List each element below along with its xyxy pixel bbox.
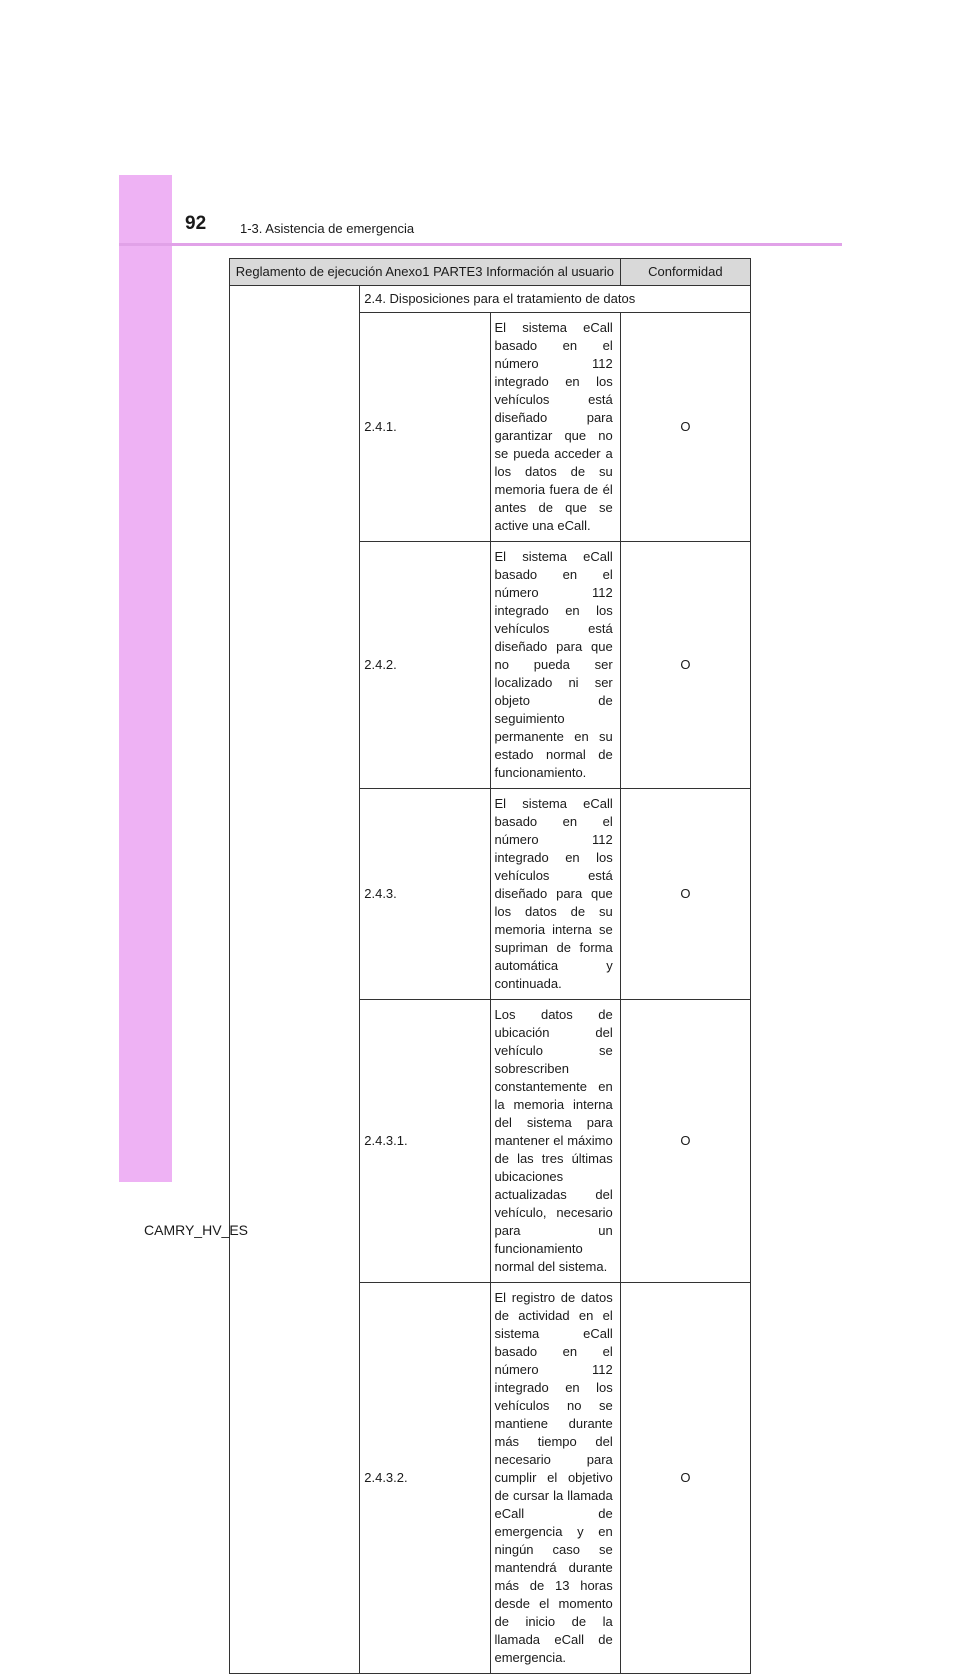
row-text: El sistema eCall basado en el número 112 integrado en los vehículos está diseñado para que los datos de su memoria interna se supriman de forma automática y continuada. bbox=[490, 789, 620, 1000]
regulation-table bbox=[229, 258, 751, 1674]
row-number: 2.4.3.2. bbox=[360, 1283, 490, 1674]
row-number: 2.4.1. bbox=[360, 313, 490, 542]
row-text: El registro de datos de actividad en el sistema eCall basado en el número 112 integrado en los vehículos no se mantiene durante más tiempo del necesario para cumplir el objetivo de cursar la llamada eCall de emergencia y en ningún caso se mantendrá durante más de 13 horas desde el momento de inicio de la llamada eCall de emergencia. bbox=[490, 1283, 620, 1674]
row-conformity: O bbox=[620, 1000, 750, 1283]
column-header-regulation: Reglamento de ejecución Anexo1 PARTE3 Información al usuario bbox=[230, 259, 621, 286]
side-color-band bbox=[119, 175, 172, 1182]
row-conformity: O bbox=[620, 1283, 750, 1674]
table-header-row bbox=[230, 259, 751, 286]
header-divider bbox=[119, 243, 842, 246]
page-number: 92 bbox=[185, 213, 207, 234]
section-title: 1-3. Asistencia de emergencia bbox=[240, 221, 415, 236]
section-heading-row bbox=[230, 286, 751, 313]
row-number: 2.4.3. bbox=[360, 789, 490, 1000]
row-text: El sistema eCall basado en el número 112 integrado en los vehículos está diseñado para garantizar que no se pueda acceder a los datos de su memoria fuera de él antes de que se active una eCall. bbox=[490, 313, 620, 542]
indent-cell bbox=[230, 286, 360, 1674]
document-code: CAMRY_HV_ES bbox=[144, 1222, 249, 1238]
row-conformity: O bbox=[620, 542, 750, 789]
row-conformity: O bbox=[620, 789, 750, 1000]
section-heading: 2.4. Disposiciones para el tratamiento de datos bbox=[360, 286, 751, 313]
row-conformity: O bbox=[620, 313, 750, 542]
row-text: El sistema eCall basado en el número 112 integrado en los vehículos está diseñado para que no pueda ser localizado ni ser objeto de seguimiento permanente en su estado normal de funcionamiento. bbox=[490, 542, 620, 789]
row-text: Los datos de ubicación del vehículo se sobrescriben constantemente en la memoria interna del sistema para mantener el máximo de las tres últimas ubicaciones actualizadas del vehículo, necesario para un funcionamiento normal del sistema. bbox=[490, 1000, 620, 1283]
row-number: 2.4.2. bbox=[360, 542, 490, 789]
column-header-conformity: Conformidad bbox=[620, 259, 750, 286]
row-number: 2.4.3.1. bbox=[360, 1000, 490, 1283]
